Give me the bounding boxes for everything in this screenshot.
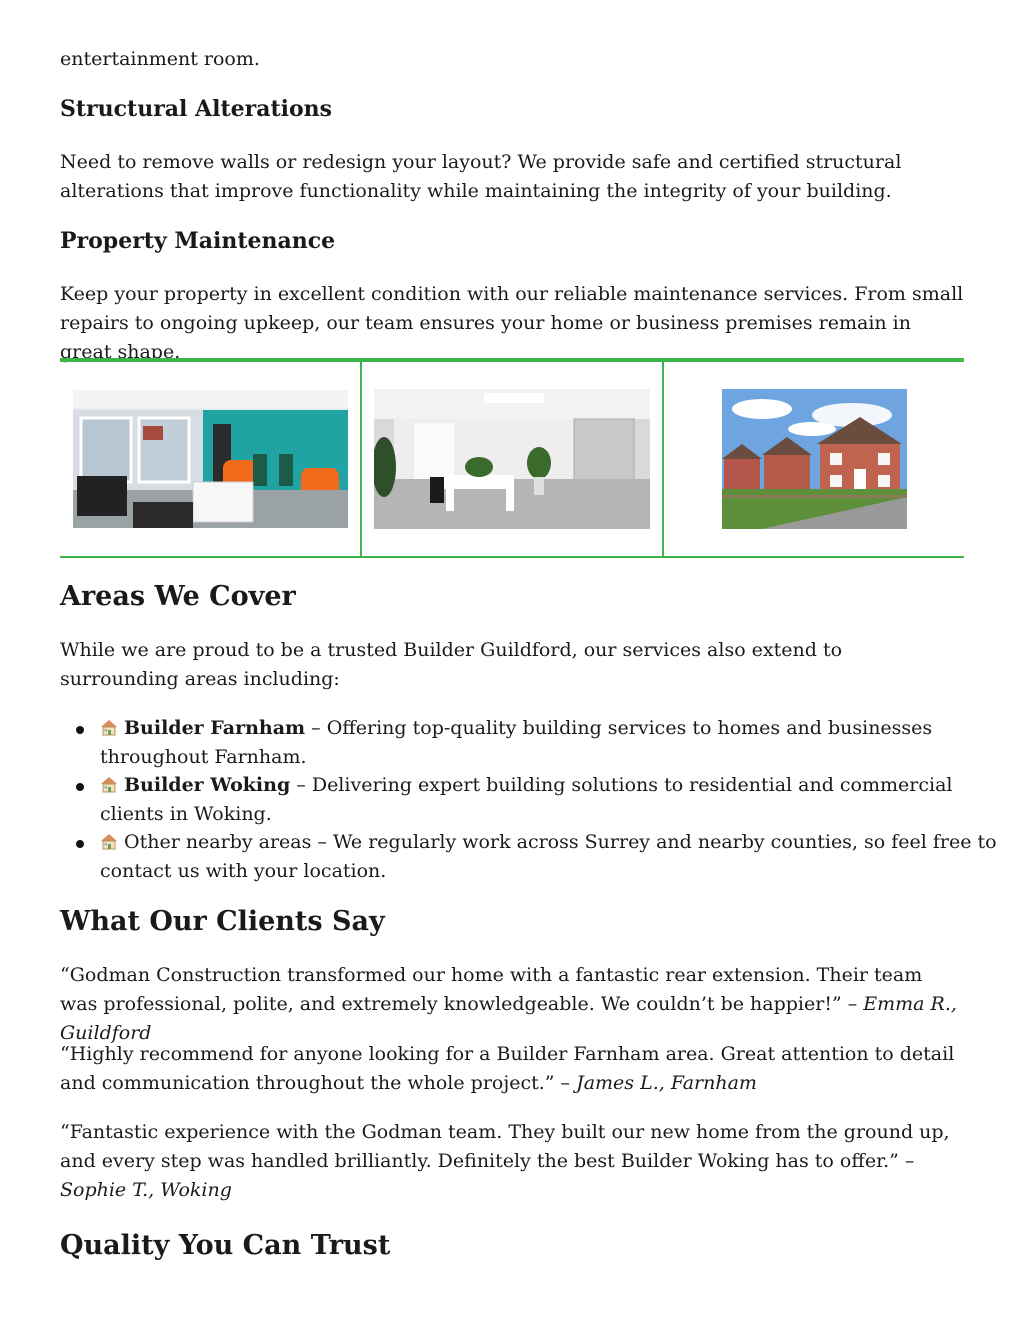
- areas-heading: Areas We Cover: [60, 581, 296, 612]
- list-item: [100, 714, 1004, 772]
- maintenance-heading: Property Maintenance: [60, 228, 336, 254]
- office-reception-photo: [73, 390, 348, 528]
- house-icon: [100, 775, 118, 793]
- quote-text: “Fantastic experience with the Godman team. They built our new home from the ground up, and every step was handled brilliantly. Definitely the best Builder Woking has to offer.” –: [60, 1121, 950, 1172]
- testimonial-quote: [60, 1118, 964, 1205]
- testimonial-quote: [60, 1040, 964, 1098]
- area-description: Other nearby areas – We regularly work across Surrey and nearby counties, so feel free to contact us with your location.: [100, 831, 997, 882]
- quote-text: “Highly recommend for anyone looking for a Builder Farnham area. Great attention to detail and communication throughout the whole project.” –: [60, 1043, 955, 1094]
- intro-tail-text: entertainment room.: [60, 48, 260, 70]
- new-build-houses-photo: [722, 389, 907, 529]
- gallery-cell: [362, 362, 664, 556]
- area-title: Builder Farnham: [124, 717, 306, 739]
- modern-office-photo: [374, 389, 650, 529]
- area-title: Builder Woking: [124, 774, 291, 796]
- areas-list: [60, 714, 1004, 885]
- gallery-cell: [60, 362, 362, 556]
- testimonials-heading: What Our Clients Say: [60, 906, 385, 937]
- list-item: [100, 771, 1004, 829]
- quality-heading: Quality You Can Trust: [60, 1230, 391, 1261]
- quote-author: Emma R., Guildford: [60, 993, 957, 1044]
- areas-intro-text: While we are proud to be a trusted Builder Guildford, our services also extend to surrounding areas including:: [60, 639, 843, 690]
- house-icon: [100, 832, 118, 850]
- house-icon: [100, 718, 118, 736]
- list-item: [100, 828, 1004, 886]
- image-gallery: [60, 358, 964, 558]
- maintenance-text: Keep your property in excellent condition with our reliable maintenance services. From small repairs to ongoing upkeep, our team ensures your home or business premises remain in great shape.: [60, 283, 964, 363]
- structural-text: Need to remove walls or redesign your layout? We provide safe and certified structural alterations that improve functionality while maintaining the integrity of your building.: [60, 151, 902, 202]
- gallery-cell: [664, 362, 964, 556]
- quote-text: “Godman Construction transformed our home with a fantastic rear extension. Their team was professional, polite, and extremely knowledgeable. We couldn’t be happier!” –: [60, 964, 923, 1015]
- structural-heading: Structural Alterations: [60, 96, 333, 122]
- area-description: – Delivering expert building solutions to residential and commercial clients in Woking.: [100, 774, 953, 825]
- quote-author: James L., Farnham: [576, 1072, 757, 1094]
- testimonial-quote: [60, 961, 964, 1048]
- quote-author: Sophie T., Woking: [60, 1179, 232, 1201]
- area-description: – Offering top-quality building services to homes and businesses throughout Farnham.: [100, 717, 933, 768]
